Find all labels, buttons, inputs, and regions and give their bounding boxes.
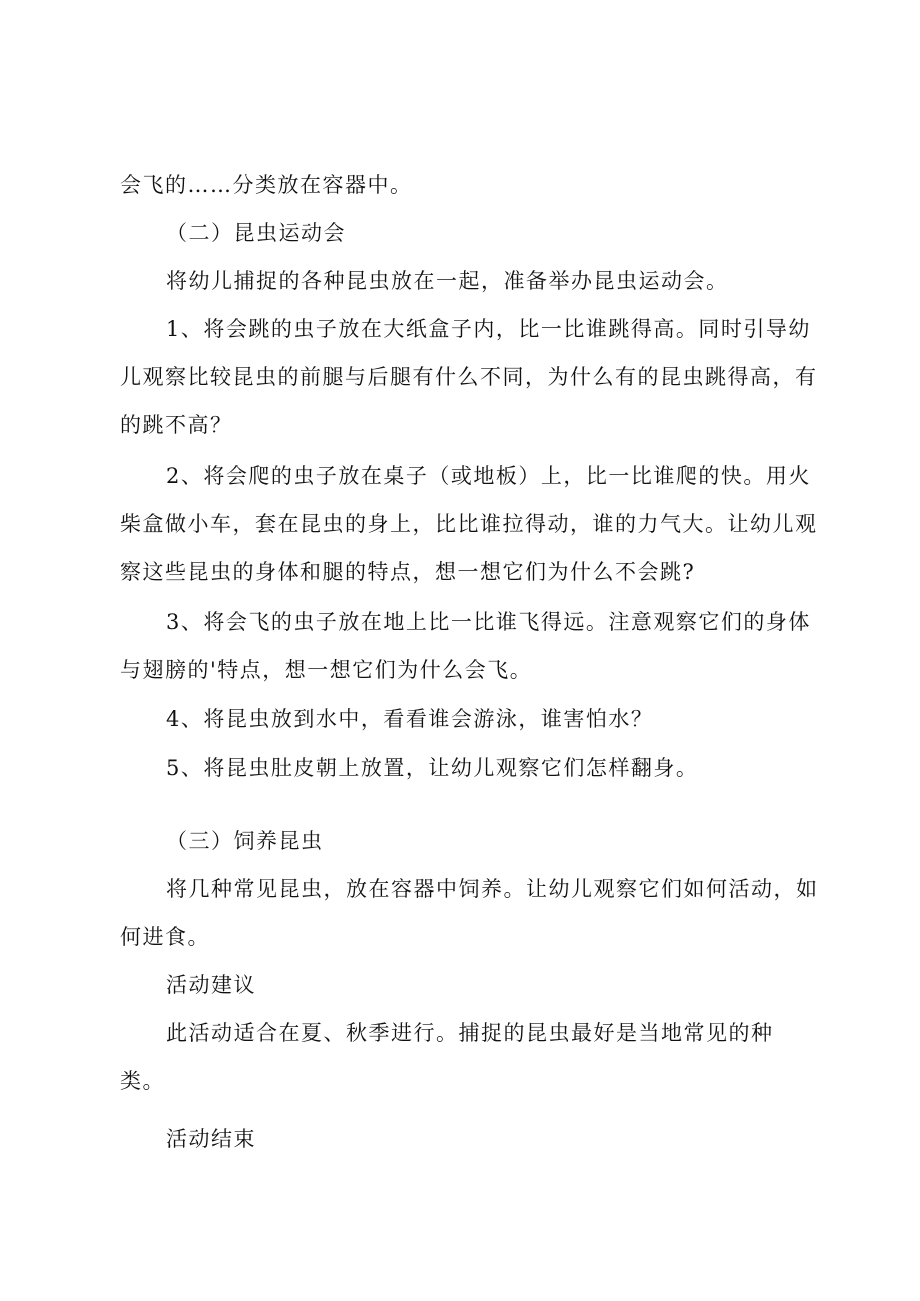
text-line: 此活动适合在夏、秋季进行。捕捉的昆虫最好是当地常见的种 — [166, 1021, 774, 1045]
text-line: 儿观察比较昆虫的前腿与后腿有什么不同，为什么有的昆虫跳得高，有 — [120, 365, 818, 389]
section-heading: 活动结束 — [166, 1127, 256, 1151]
text-line: 将幼儿捕捉的各种昆虫放在一起，准备举办昆虫运动会。 — [166, 269, 729, 293]
text-line: 类。 — [120, 1069, 165, 1093]
text-line: 柴盒做小车，套在昆虫的身上，比比谁拉得动，谁的力气大。让幼儿观 — [120, 512, 818, 536]
text-line: 与翅膀的'特点，想一想它们为什么会飞。 — [120, 658, 533, 682]
text-line: 3、将会飞的虫子放在地上比一比谁飞得远。注意观察它们的身体 — [166, 610, 811, 634]
text-line: 5、将昆虫肚皮朝上放置，让幼儿观察它们怎样翻身。 — [166, 756, 699, 780]
text-line: 将几种常见昆虫，放在容器中饲养。让幼儿观察它们如何活动，如 — [166, 877, 819, 901]
text-line: 的跳不高？ — [120, 413, 233, 437]
section-heading: （二）昆虫运动会 — [166, 221, 346, 245]
text-line: 4、将昆虫放到水中，看看谁会游泳，谁害怕水？ — [166, 707, 654, 731]
text-line: 何进食。 — [120, 925, 210, 949]
section-heading: 活动建议 — [166, 973, 256, 997]
text-line: 会飞的……分类放在容器中。 — [120, 173, 413, 197]
text-line: 察这些昆虫的身体和腿的特点，想一想它们为什么不会跳? — [120, 560, 696, 584]
text-line: 1、将会跳的虫子放在大纸盒子内，比一比谁跳得高。同时引导幼 — [166, 317, 811, 341]
section-heading: （三）饲养昆虫 — [166, 829, 324, 853]
text-line: 2、将会爬的虫子放在桌子（或地板）上，比一比谁爬的快。用火 — [166, 464, 811, 488]
